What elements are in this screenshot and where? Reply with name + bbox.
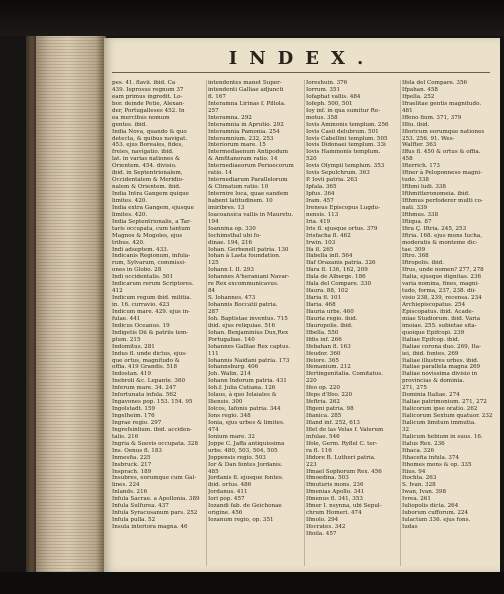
index-entry: tribus. 420.	[112, 239, 145, 246]
index-entry: Ifa fl. 265	[306, 246, 334, 253]
index-entry: Interamnia in Aprutio. 292	[208, 121, 284, 128]
index-entry: Ifauria urbs. 460	[306, 308, 354, 315]
index-entry: Irisfacha fl. 462	[306, 232, 351, 239]
index-entry: 481	[402, 107, 413, 114]
index-entry: Ithomes mons & op. 335	[402, 461, 472, 468]
index-entry: Ioh. Baptistae inventus. 715	[208, 315, 288, 322]
index-entry: Interamna. 292	[208, 114, 252, 121]
index-entry: Indostan. 419	[112, 371, 152, 378]
index-entry: Iorrum. 351	[306, 86, 341, 93]
index-entry: Indicanis Regionum, infula-	[112, 253, 191, 260]
bottom-background	[0, 572, 504, 594]
index-entry: Italia, ejusque dignitas. 236	[402, 274, 482, 281]
index-entry: pes. 41. flavii. ibid. Ca	[112, 80, 176, 86]
index-entry: India Intra Gangem quique	[112, 191, 189, 197]
index-entry: Ifianica. 285	[306, 413, 342, 419]
index-entry: 412	[112, 288, 123, 295]
index-entry: Ifbella. 550	[306, 329, 339, 336]
index-entry: India extra Gangem, ejusque	[112, 204, 194, 211]
index-entry: Iliensis. 300	[208, 399, 243, 406]
index-entry: Ifeps d'Ifeo. 220	[306, 392, 353, 399]
index-entry: tudo, forma, 237, 238. dii-	[402, 288, 477, 295]
index-entry: Ifmuturis mons. 236	[306, 482, 364, 489]
index-entry: Ifioila. 457	[306, 530, 337, 537]
index-entry: Orientem. 454. divisio.	[112, 163, 177, 170]
index-entry: origine. 456	[208, 510, 243, 517]
index-entry: Iolaus, à quo Iolaiales &	[208, 392, 277, 399]
index-entry: Ior & Dan fontes Jordanis.	[208, 461, 283, 468]
index-page	[104, 38, 500, 572]
index-entry: plum. 215	[112, 336, 141, 343]
index-entry: Ionium mare. 32	[208, 433, 255, 440]
index-entry: Ifaf Orazanis patria. 326	[306, 260, 376, 267]
index-entry: Italus Rex. 236	[402, 440, 445, 447]
index-entry: Ipfus. 364	[306, 191, 335, 197]
index-entry: Ivrea. 261	[402, 496, 431, 503]
index-entry: gentes. ibid.	[112, 121, 147, 128]
index-entry: 453. ejus Boreales, fides,	[112, 142, 184, 149]
index-entry: Iohannsburg. 406	[208, 364, 259, 371]
index-entry: Iflet de las Velas f. Valerum	[306, 426, 384, 433]
index-column-1	[112, 80, 206, 566]
index-entry: Ifmoedina. 503	[306, 475, 349, 482]
index-entry: Iovis Sepulchrum. 363	[306, 170, 370, 177]
index-entry: ibid. in Septentrionalem,	[112, 170, 183, 177]
index-entry: Ifthmitteronomeia. ibid.	[402, 191, 470, 197]
index-entry: nalem & Orientem. ibid.	[112, 184, 181, 191]
index-entry: Ifala del Compare. 330	[306, 281, 372, 288]
index-entry: Infula Sacrae. a Apollonia. 389	[112, 496, 200, 503]
index-entry: fl. 167	[208, 93, 226, 100]
index-entry: Ifterrich. 173	[402, 163, 440, 170]
index-entry: limites. 420.	[112, 197, 148, 204]
index-entry: Ipfala. 365	[306, 184, 337, 191]
index-entry: 257	[208, 107, 219, 114]
index-entry: ones in Globo. 28	[112, 267, 162, 274]
index-entry: Ifara fl. 136, 162, 209	[306, 267, 368, 274]
index-entry: Ifelore. 365	[306, 357, 339, 364]
index-entry: talis. 216	[112, 433, 139, 440]
index-column-3	[306, 80, 400, 566]
index-entry: Ifpahan. 458	[402, 86, 438, 93]
index-entry: ra fl. 116	[306, 447, 332, 454]
index-entry: 194	[208, 218, 219, 225]
index-entry: 223	[306, 461, 317, 468]
index-entry: Ifraelitae gentis magnitudo.	[402, 100, 482, 107]
index-entry: Ioy inf. in qua sumitur Re-	[306, 107, 381, 114]
index-entry: Iffus fl. 450 & ortus & offia.	[402, 149, 481, 156]
index-entry: Interamna Lirinas f. Pillola.	[208, 100, 286, 107]
index-entry: Internediaeorum Perioecorum	[208, 163, 294, 170]
index-entry: Ioacoansica vallis in Mauretu.	[208, 211, 294, 218]
index-entry: Insbruck. 217	[112, 461, 152, 468]
index-entry: Indicum mare. 429. ejus in-	[112, 308, 190, 315]
index-entry: 125	[208, 260, 219, 267]
index-entry: Ifeudor. 360	[306, 350, 341, 357]
index-entry: intendenti Galliae adjuncti	[208, 86, 284, 93]
index-entry: infulae. 546	[306, 433, 340, 440]
index-entry: Iovis Olympii templum. 353	[306, 163, 385, 170]
index-entry: chrum Homeri. 474	[306, 510, 362, 517]
index-entry: tae. 309	[402, 246, 426, 253]
page-title: INDEX.	[228, 48, 376, 69]
index-entry: Ingavones pop. 153. 154. 95	[112, 399, 193, 406]
index-entry: Jordanus. 411	[208, 489, 248, 496]
index-entry: Ifaura. 88, 102	[306, 288, 349, 295]
index-entry: Archiepiscopatus. 254	[402, 302, 466, 308]
index-entry: Internire loca, quae eandem	[208, 191, 289, 197]
index-entry: Ins. Oenus fl. 183	[112, 447, 162, 454]
index-entry: S. Iohannes. 473	[208, 295, 256, 302]
index-entry: Indomitus. 281	[112, 343, 155, 350]
index-entry: Interamnium. 232, 253	[208, 135, 274, 142]
index-entry: Italiae illustres urbes. ibid.	[402, 357, 479, 364]
index-entry: Iftria. 168. ejus mons Iucha,	[402, 232, 482, 239]
index-entry: tudo. 338	[402, 177, 429, 184]
index-entry: Infula Syracusanum pars. 252	[112, 510, 198, 517]
column-divider	[400, 80, 401, 566]
index-entry: Iftner à Peloponneso magni-	[402, 170, 482, 177]
page-edges	[36, 36, 106, 572]
index-entry: Joppensis regio. 503	[208, 454, 266, 461]
index-entry: Italiae corona duo. 269, Ita-	[402, 343, 481, 350]
index-entry: Irwin. 103	[306, 239, 336, 246]
index-entry: Iofeph. 500, 501	[306, 100, 353, 107]
index-entry: Inmesfia. 225	[112, 454, 151, 461]
index-entry: Iohan. Benjaminius Dux,Rex	[208, 329, 289, 336]
index-entry: Iohannis Naidani patria. 173	[208, 357, 290, 364]
page-header	[104, 48, 500, 70]
index-entry: Iohan à Lasta foundation.	[208, 253, 281, 260]
index-entry: moderatis & monteme dic-	[402, 239, 478, 246]
index-entry: Iria. 419	[306, 218, 331, 225]
index-entry: quoique Epifcopi. 239	[402, 329, 465, 336]
index-entry: Italicum limitum immutia.	[402, 419, 476, 426]
index-entry: Iohann I. II. 293	[208, 267, 254, 274]
index-entry: Ingolstadt. 159	[112, 406, 156, 413]
index-entry: Iwan, Ivan. 398	[402, 489, 447, 496]
index-entry: der, Portugalleses 452. In	[112, 107, 185, 114]
index-entry: imoiae. 255. subietae sita-	[402, 322, 477, 329]
index-entry: Inlands. 216	[112, 489, 148, 496]
index-entry: habent latitudinem. 10	[208, 197, 273, 204]
index-entry: offia. 419 Grandis. 518	[112, 364, 178, 371]
index-entry: Indicarum rerum Scriptores.	[112, 281, 194, 288]
index-entry: Italicorum ipse oratio. 262	[402, 406, 478, 413]
index-entry: Joh. Walin. 214	[208, 371, 251, 378]
index-entry: Ifmenias Apollo. 341	[306, 489, 365, 496]
index-entry: Iftiqua. 87	[402, 218, 432, 225]
index-entry: S. Ivan. 328	[402, 482, 436, 489]
index-entry: Infortunata infula. 562	[112, 392, 177, 399]
index-entry: Ifeftria. 262	[306, 399, 340, 406]
index-entry: Iuborum cufforum. 224	[402, 510, 469, 517]
index-entry: varia nomina, fines, magni-	[402, 281, 480, 288]
index-entry: ibid. ejus reliquiae. 516	[208, 322, 276, 329]
index-entry: Itius. 94	[402, 468, 426, 475]
index-entry: 220	[306, 378, 317, 385]
index-entry: fulae. 441	[112, 315, 141, 322]
index-entry: Ifola del Compare. 356	[402, 80, 468, 86]
index-entry: Ifmael Sophorum Rex. 456	[306, 468, 382, 475]
index-entry: Iudas	[402, 524, 418, 530]
index-entry: Italiae Epifcop. ibid.	[402, 336, 460, 343]
index-entry: Ifabella infl. 564	[306, 253, 353, 260]
index-entry: Ions regio. 348	[208, 413, 251, 419]
index-entry: 287	[208, 308, 219, 315]
index-entry: urbs. 480, 503, 504, 505	[208, 447, 278, 454]
index-entry: nensis. 113	[306, 211, 339, 218]
index-entry: 474	[208, 426, 219, 433]
index-entry: que ortus, magnitudo &	[112, 357, 180, 364]
index-entry: Ingelheim. 176	[112, 413, 155, 419]
index-entry: Ingria & Suevis occupata. 328	[112, 440, 199, 447]
index-entry: Ifdis inf. 266	[306, 336, 342, 343]
index-entry: India Septentrionalis, a Tar-	[112, 218, 192, 225]
index-entry: Ifaria. 468	[306, 302, 336, 308]
index-entry: Iffeno fium. 371, 379	[402, 114, 462, 121]
index-entry: Iochimsthal ubi fo-	[208, 232, 262, 239]
index-entry: rum, Sylvarum, commissi-	[112, 260, 186, 267]
index-entry: 458	[402, 156, 413, 163]
index-entry: Magnos & Mogoles, ejus	[112, 232, 183, 239]
top-background	[0, 0, 504, 36]
index-entry: Ionia, ejus urbes & limites.	[208, 419, 285, 426]
index-entry: Indi occidentalis. 501	[112, 274, 174, 281]
index-entry: P. Iovii patria. 263	[306, 177, 358, 184]
index-entry: Italiae parallela magna 269	[402, 364, 481, 371]
index-entry: iei, ibid. fontes. 269	[402, 350, 459, 357]
index-entry: Internediarum Parallelorum	[208, 177, 288, 184]
index-entry: Indigetis Dii & patriis tem-	[112, 329, 189, 336]
index-entry: 439. Ieprosus regnum 37	[112, 86, 184, 93]
index-entry: detecta, & quibus navigat.	[112, 135, 188, 142]
index-entry: Indicum regum ibid. militia.	[112, 295, 192, 302]
index-entry: Iovis Didonaei templum. 33i	[306, 142, 386, 149]
index-entry: 32	[402, 426, 410, 433]
index-entry: Inebroli &c. Lepante. 360	[112, 378, 186, 385]
index-entry: Insula interiora magna. 46	[112, 524, 188, 530]
index-entry: Occidentalem & Meridio-	[112, 177, 184, 184]
index-entry: Iovis Hammonis templum.	[306, 149, 381, 156]
index-entry: Ifala de Alberge. 186	[306, 274, 366, 281]
index-entry: lat. in varias nationes &	[112, 156, 180, 163]
index-entry: provincias & dominia.	[402, 378, 465, 385]
index-entry: Italicorum Sextum quatuor. 232	[402, 413, 493, 419]
index-entry: Ifrus, unde nomen? 277, 278	[402, 267, 484, 274]
index-entry: Indus fl. unde dictus, ejus-	[112, 350, 187, 357]
index-entry: Iftropolis. ibid.	[402, 260, 445, 267]
index-entry: 253. 256. 91. Wes-	[402, 135, 455, 142]
index-entry: Inferum mare. 34. 247	[112, 385, 177, 392]
index-entry: Jordanis fl. ejusque fontes.	[208, 475, 284, 482]
index-entry: Ifebahan fl. 163	[306, 343, 351, 350]
index-entry: bor. deinde Petie, Alexan-	[112, 100, 185, 107]
index-entry: eam primus ingredit. Lo-	[112, 93, 183, 100]
index-entry: 485	[208, 468, 219, 475]
index-entry: Ifthmi ludi. 338	[402, 184, 446, 191]
index-entry: Infula Sulfurea. 437	[112, 503, 169, 510]
index-entry: lines. 224	[112, 482, 140, 489]
index-entry: taris occupata, cum tantum	[112, 225, 191, 232]
index-entry: Ingrae regio. 297	[112, 419, 162, 426]
index-entry: Intermediaenum Antipodum	[208, 149, 289, 156]
index-entry: Iovis Cabellini templum. 505	[306, 135, 388, 142]
index-entry: Iohan. Gerbenell patria. 130	[208, 246, 289, 253]
index-entry: Ifertingenitalia. Comitatus.	[306, 371, 384, 378]
index-entry: Ifole, Germ. Ryflel C. ter-	[306, 440, 378, 447]
index-entry: 111	[208, 350, 219, 357]
index-entry: Dominia Italiae. 274	[402, 392, 460, 399]
index-entry: Ifauria regio. ibid.	[306, 315, 358, 322]
index-entry: Ioannina op. 330	[208, 225, 256, 232]
index-entry: Iohannes A'heraniani Navar-	[208, 274, 290, 281]
index-entry: Ifmolo. 294	[306, 517, 339, 524]
index-entry: imiribres. 13	[208, 204, 245, 211]
index-entry: Ifocrates. 342	[306, 524, 346, 530]
index-entry: Iovis Casii delubrum. 501	[306, 128, 379, 135]
index-entry: Ifmer I. nsynna, ubi Sepul-	[306, 503, 382, 510]
index-entry: Joppe C. Jaffa antiquissima	[208, 440, 285, 447]
index-entry: Ithaca. 326	[402, 447, 435, 454]
index-entry: Ifthmus. 338	[402, 211, 439, 218]
index-entry: Ireneus Episcopus Lugdu-	[306, 204, 380, 211]
index-entry: Iuliopolis dicta. 264	[402, 503, 459, 510]
index-entry: Indicus Oceanus. 19	[112, 322, 170, 329]
index-entry: Ifaria fl. 101	[306, 295, 342, 302]
index-entry: motus. 358	[306, 114, 338, 121]
index-entry: Ifthmus perfoderer multi co-	[402, 197, 483, 204]
index-entry: Iram. 457	[306, 197, 334, 204]
index-entry: nati. 339	[402, 204, 428, 211]
index-entry: 520	[306, 156, 317, 163]
index-entry: Iohann Indorum patria. 431	[208, 378, 287, 385]
index-entry: & Amfitanoram ratio. 14	[208, 156, 278, 163]
index-entry: Walfter. 363	[402, 142, 437, 149]
index-entry: Insubres, eorumque cum Gal-	[112, 475, 197, 482]
index-entry: ratio. 14	[208, 170, 232, 177]
index-column-4	[402, 80, 496, 566]
index-entry: 271, 275	[402, 385, 427, 392]
index-entry: Ioh.f. Julia Cutiana. 126	[208, 385, 276, 392]
index-entry: Ifland inf. 252, 613	[306, 419, 360, 426]
index-entry: Itochta. 263	[402, 475, 437, 482]
index-entry: dinae. 194, 216	[208, 239, 253, 246]
header-rule	[112, 72, 490, 73]
index-entry: Iovis Ammonis templum. 256	[306, 121, 389, 128]
index-entry: Ingrefsinlium. ibid. acciden-	[112, 426, 192, 433]
index-entry: Iohannis Boccatii patria.	[208, 302, 278, 308]
index-entry: Italicum hebium in suus. 16.	[402, 433, 483, 440]
index-entry: miae Studiorum. ibid. Varia	[402, 315, 481, 322]
index-entry: freies, navigatio. ibid.	[112, 149, 174, 156]
index-entry: Iris fl. ejusque ortus. 379	[306, 225, 378, 232]
index-entry: Italiae patrimonium. 271, 272	[402, 399, 487, 406]
index-entry: intendentes manet Super-	[208, 80, 282, 86]
column-divider	[304, 80, 305, 566]
index-entry: Insprach. 189	[112, 468, 152, 475]
index-entry: ibid. ortus. 486	[208, 482, 252, 489]
index-entry: & Climatum ratio. 10	[208, 184, 269, 191]
index-entry: Ioreshuin. 376	[306, 80, 348, 86]
index-entry: Episcopatus. ibid. Acade-	[402, 308, 474, 315]
index-entry: Iolcos, Iafonis patria. 344	[208, 406, 281, 413]
index-entry: Ifidore B. Lutheri patria.	[306, 454, 376, 461]
index-entry: limites. 420.	[112, 211, 148, 218]
index-entry: Iofaphat vallis. 484	[306, 93, 361, 100]
index-entry: Ifira Ç. Iftria. 245, 253	[402, 225, 467, 232]
index-entry: Iohannes Galliae Rex captus.	[208, 343, 291, 350]
index-entry: Indi adseptem. 433.	[112, 246, 169, 253]
index-entry: Portugaliae. 140	[208, 336, 255, 343]
column-divider	[206, 80, 207, 566]
index-entry: Iozanum regio, op. 351	[208, 517, 274, 524]
index-entry: Ifliu. ibid.	[402, 121, 430, 128]
index-entry: Ifauropolis. ibid.	[306, 322, 353, 329]
index-column-2	[208, 80, 304, 566]
index-entry: Ithacefia infula. 374	[402, 454, 460, 461]
index-entry: Iori pop. 457	[208, 496, 245, 503]
index-entry: in. 16. curravio. 423	[112, 302, 170, 308]
index-entry: Ifeo op. 220	[306, 385, 340, 392]
index-entry: 84	[208, 288, 216, 295]
index-entry: Interamnia Pamonia. 254	[208, 128, 280, 135]
index-entry: Iozandi fab. de Geichonae	[208, 503, 282, 510]
index-entry: re Rex excommunicavus.	[208, 281, 279, 288]
index-entry: Infula pulla. 52	[112, 517, 156, 524]
index-entry: Interiorum mare. 15	[208, 142, 266, 149]
index-entry: ea mercibus nomum	[112, 114, 170, 121]
index-entry: Iulactum 336. ejus fons.	[402, 517, 471, 524]
index-entry: Ifigeni patria. 98	[306, 406, 354, 413]
index-entry: India Nova, quando & quo	[112, 128, 187, 135]
index-entry: Italiae novissima divisio in	[402, 371, 478, 378]
index-entry: Ifmenus fl. 341, 353	[306, 496, 363, 503]
index-entry: Iftro. 368	[402, 253, 429, 260]
index-entry: Ifloricum eorumque nationes	[402, 128, 485, 135]
index-entry: Ifpella. 252	[402, 93, 435, 100]
index-entry: Ifemanium. 212	[306, 364, 351, 371]
index-entry: visio 238, 239, recensa. 234	[402, 295, 482, 302]
